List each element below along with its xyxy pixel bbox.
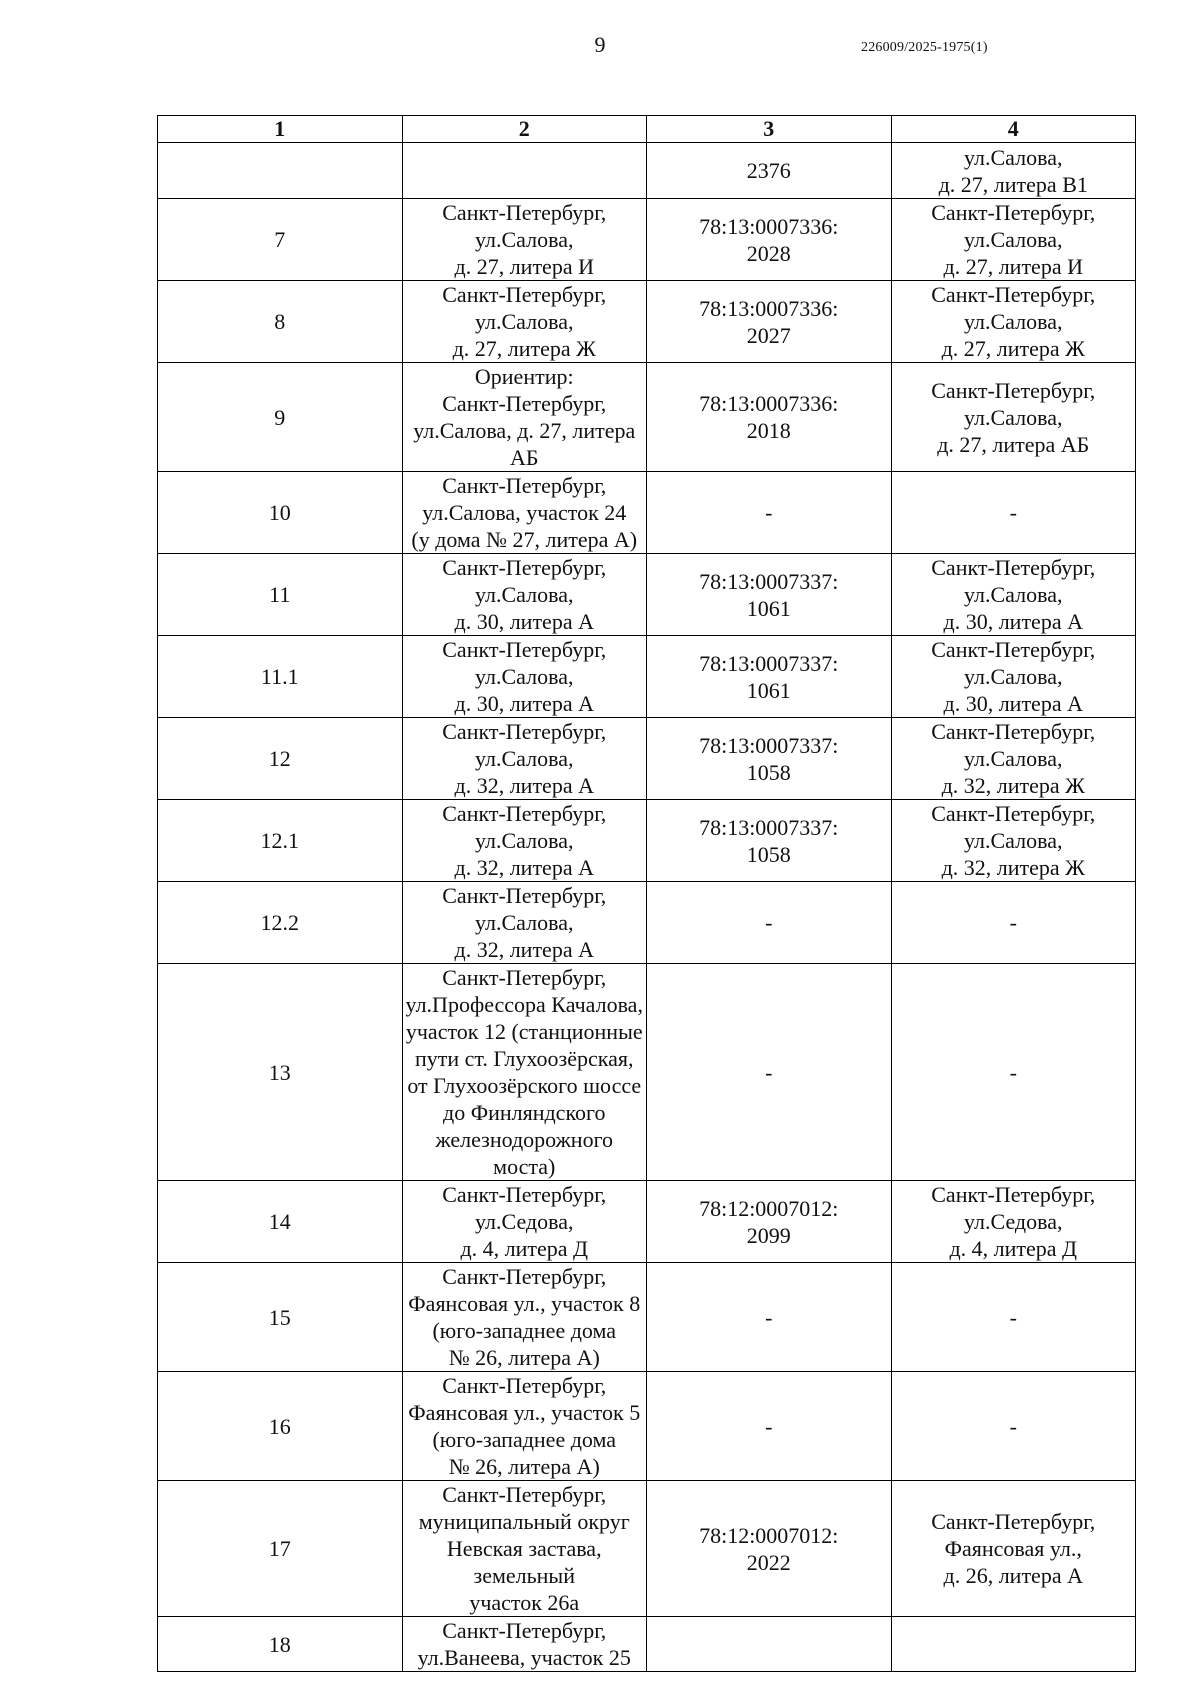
cell-address (402, 199, 647, 281)
cell-line: ул.Салова, (964, 582, 1063, 607)
cell-line: 2376 (746, 158, 791, 183)
cell-line: ул.Салова, (964, 746, 1063, 771)
cell-object-address (891, 636, 1136, 718)
cell-line: д. 32, литера Ж (941, 855, 1085, 880)
cell-object-address (891, 199, 1136, 281)
cell-number: 11.1 (158, 636, 403, 718)
header-row (158, 116, 1136, 143)
cell-line: Санкт-Петербург, (931, 377, 1096, 403)
cell-line: Санкт-Петербург, (442, 637, 607, 662)
cell-line: муниципальный округ (418, 1509, 630, 1534)
cell-object-address (891, 363, 1136, 472)
cell-cadastral-number (647, 199, 892, 281)
cell-line: Фаянсовая ул., участок 5 (408, 1400, 641, 1425)
table-row (158, 636, 1136, 718)
cell-line: ул.Профессора Качалова, (405, 992, 643, 1017)
cell-line: ул.Салова, (475, 582, 574, 607)
cell-line: ул.Салова, д. 27, литера АБ (413, 418, 636, 470)
cell-line: д. 26, литера А (943, 1563, 1083, 1588)
cell-line: 2022 (746, 1549, 791, 1575)
cell-line: Санкт-Петербург, (442, 1264, 607, 1289)
cell-line: д. 4, литера Д (460, 1236, 589, 1261)
cell-address (402, 718, 647, 800)
cell-line: 2099 (746, 1222, 791, 1248)
cell-line: (юго-западнее дома (432, 1427, 617, 1452)
cell-line: - (765, 910, 773, 935)
cell-line: Невская застава, земельный (446, 1536, 602, 1588)
cell-line: Санкт-Петербург, (442, 200, 607, 225)
cell-line: 78:13:0007337: (699, 814, 839, 840)
cell-cadastral-number (647, 554, 892, 636)
table-row (158, 1617, 1136, 1672)
cell-line: д. 30, литера А (943, 691, 1083, 716)
cell-number: 13 (158, 964, 403, 1181)
cell-line: (у дома № 27, литера А) (411, 527, 638, 552)
cell-line: ул.Салова, (964, 227, 1063, 252)
cell-line: (юго-западнее дома (432, 1318, 617, 1343)
cell-object-address (891, 1372, 1136, 1481)
cell-line: до Финляндского (443, 1100, 606, 1125)
cell-line: 2028 (746, 240, 791, 266)
document-id: 226009/2025-1975(1) (861, 40, 988, 55)
cell-line: 78:13:0007336: (699, 213, 839, 239)
cell-line: Санкт-Петербург, (442, 719, 607, 744)
cell-cadastral-number (647, 1617, 892, 1672)
cell-line: Санкт-Петербург, (931, 555, 1096, 580)
table-body (158, 143, 1136, 1672)
cell-line: д. 4, литера Д (949, 1236, 1078, 1261)
cell-line: железнодорожного моста) (435, 1127, 614, 1179)
table-row (158, 718, 1136, 800)
cell-line: 78:12:0007012: (699, 1195, 839, 1221)
cell-address (402, 636, 647, 718)
cell-line: д. 30, литера А (943, 609, 1083, 634)
table-row (158, 964, 1136, 1181)
cell-line: ул.Салова, (964, 664, 1063, 689)
cell-cadastral-number (647, 718, 892, 800)
cell-line: ул.Салова, (475, 664, 574, 689)
cell-address (402, 1481, 647, 1617)
table-row (158, 1181, 1136, 1263)
header-col-3: 3 (647, 116, 892, 143)
cell-number: 12.1 (158, 800, 403, 882)
cell-line: Фаянсовая ул., участок 8 (408, 1291, 641, 1316)
cell-cadastral-number (647, 964, 892, 1181)
table-row (158, 882, 1136, 964)
cell-line: ул.Салова, (964, 404, 1063, 430)
cell-cadastral-number (647, 281, 892, 363)
cell-line: ул.Салова, (964, 828, 1063, 853)
cell-line: Санкт-Петербург, (442, 1373, 607, 1398)
cell-line: д. 27, литера И (943, 254, 1083, 279)
cell-line: 78:13:0007337: (699, 650, 839, 676)
cell-line: д. 32, литера А (454, 937, 594, 962)
cell-line: Санкт-Петербург, (931, 719, 1096, 744)
cell-line: 78:13:0007337: (699, 568, 839, 594)
cell-line: ул.Салова, (475, 227, 574, 252)
cell-line: Санкт-Петербург, (931, 1182, 1096, 1207)
cell-line: Санкт-Петербург, (931, 1509, 1096, 1534)
header-col-4: 4 (891, 116, 1136, 143)
cell-line: от Глухоозёрского шоссе (407, 1073, 642, 1098)
cell-line: Санкт-Петербург, (442, 883, 607, 908)
cell-address (402, 281, 647, 363)
cell-line: Фаянсовая ул., (944, 1536, 1082, 1561)
cell-line: - (1009, 1304, 1017, 1330)
page-number: 9 (594, 32, 606, 57)
cell-line: Санкт-Петербург, (442, 801, 607, 826)
cell-object-address (891, 882, 1136, 964)
cell-object-address (891, 718, 1136, 800)
header-col-1: 1 (158, 116, 403, 143)
cell-object-address (891, 964, 1136, 1181)
cell-object-address (891, 1181, 1136, 1263)
cell-line: ул.Салова, участок 24 (422, 500, 627, 525)
cell-line: - (765, 1304, 773, 1330)
cell-line: Санкт-Петербург, (931, 801, 1096, 826)
cell-line: Санкт-Петербург, (931, 282, 1096, 307)
cell-line: д. 27, литера Ж (452, 336, 596, 361)
cell-cadastral-number (647, 143, 892, 199)
cell-line: ул.Ванеева, участок 25 (417, 1645, 631, 1670)
cell-line: Санкт-Петербург, (442, 391, 607, 416)
table-row (158, 143, 1136, 199)
cell-number: 7 (158, 199, 403, 281)
cell-address (402, 964, 647, 1181)
cell-line: участок 26а (469, 1590, 580, 1615)
cell-line: Санкт-Петербург, (442, 282, 607, 307)
cell-address (402, 554, 647, 636)
table-row (158, 363, 1136, 472)
cell-line: ул.Салова, (475, 910, 574, 935)
cell-line: - (765, 500, 773, 525)
cell-line: ул.Салова, (964, 144, 1063, 170)
cell-number: 9 (158, 363, 403, 472)
cell-object-address (891, 1481, 1136, 1617)
table-row (158, 554, 1136, 636)
cell-line: ул.Седова, (475, 1209, 574, 1234)
cell-cadastral-number (647, 1481, 892, 1617)
cell-line: Ориентир: (474, 364, 574, 389)
table-row (158, 800, 1136, 882)
cell-line: 78:13:0007337: (699, 732, 839, 758)
table-row (158, 1263, 1136, 1372)
cell-address (402, 1617, 647, 1672)
cell-line: д. 30, литера А (454, 691, 594, 716)
cell-line: д. 27, литера И (454, 254, 594, 279)
cell-object-address (891, 1263, 1136, 1372)
cell-line: - (1009, 910, 1017, 935)
cell-line: 1058 (746, 841, 791, 867)
cell-line: д. 30, литера А (454, 609, 594, 634)
cell-number: 17 (158, 1481, 403, 1617)
cell-line: - (1009, 1059, 1017, 1085)
cell-line: 78:13:0007336: (699, 295, 839, 321)
cell-line: ул.Салова, (964, 309, 1063, 334)
cell-line: пути ст. Глухоозёрская, (414, 1046, 634, 1071)
cell-line: д. 32, литера А (454, 855, 594, 880)
cell-address (402, 1372, 647, 1481)
cell-number: 16 (158, 1372, 403, 1481)
cell-line: д. 32, литера А (454, 773, 594, 798)
cell-object-address (891, 800, 1136, 882)
cell-line: ул.Седова, (964, 1209, 1063, 1234)
cell-cadastral-number (647, 363, 892, 472)
cell-number: 18 (158, 1617, 403, 1672)
table-row (158, 472, 1136, 554)
cell-cadastral-number (647, 1263, 892, 1372)
cell-cadastral-number (647, 1181, 892, 1263)
cell-line: ул.Салова, (475, 828, 574, 853)
cell-address (402, 363, 647, 472)
register-table (157, 115, 1136, 1672)
cell-line: 1061 (746, 595, 791, 621)
table-row (158, 1372, 1136, 1481)
cell-line: - (1009, 1413, 1017, 1439)
cell-object-address (891, 554, 1136, 636)
cell-line: д. 27, литера АБ (937, 431, 1090, 457)
cell-cadastral-number (647, 882, 892, 964)
cell-line: Санкт-Петербург, (442, 1482, 607, 1507)
cell-cadastral-number (647, 800, 892, 882)
cell-line: - (765, 1413, 773, 1439)
cell-line: участок 12 (станционные (405, 1019, 643, 1044)
cell-number: 14 (158, 1181, 403, 1263)
cell-line: 78:12:0007012: (699, 1522, 839, 1548)
cell-address (402, 800, 647, 882)
cell-address (402, 472, 647, 554)
cell-number: 8 (158, 281, 403, 363)
cell-line: ул.Салова, (475, 309, 574, 334)
cell-number (158, 143, 403, 199)
cell-line: д. 27, литера Ж (941, 336, 1085, 361)
cell-line: д. 27, литера В1 (938, 171, 1088, 197)
cell-line: Санкт-Петербург, (442, 555, 607, 580)
cell-line: Санкт-Петербург, (442, 1618, 607, 1643)
cell-line: Санкт-Петербург, (442, 1182, 607, 1207)
cell-line: 1061 (746, 677, 791, 703)
cell-address (402, 1263, 647, 1372)
cell-cadastral-number (647, 472, 892, 554)
cell-line: Санкт-Петербург, (442, 965, 607, 990)
cell-line: № 26, литера А) (448, 1345, 600, 1370)
cell-cadastral-number (647, 636, 892, 718)
header-col-2: 2 (402, 116, 647, 143)
cell-object-address (891, 281, 1136, 363)
cell-line: 1058 (746, 759, 791, 785)
cell-number: 11 (158, 554, 403, 636)
cell-line: - (1009, 500, 1017, 525)
cell-address (402, 882, 647, 964)
cell-object-address (891, 1617, 1136, 1672)
table-row (158, 281, 1136, 363)
cell-number: 10 (158, 472, 403, 554)
cell-number: 12 (158, 718, 403, 800)
cell-line: д. 32, литера Ж (941, 773, 1085, 798)
cell-line: ул.Салова, (475, 746, 574, 771)
cell-line: Санкт-Петербург, (931, 637, 1096, 662)
cell-object-address (891, 143, 1136, 199)
cell-number: 12.2 (158, 882, 403, 964)
cell-line: - (765, 1059, 773, 1085)
cell-line: Санкт-Петербург, (931, 200, 1096, 225)
table-row (158, 199, 1136, 281)
cell-line: Санкт-Петербург, (442, 473, 607, 498)
cell-line: 2018 (746, 418, 791, 443)
cell-address (402, 1181, 647, 1263)
cell-line: 2027 (746, 322, 791, 348)
cell-object-address (891, 472, 1136, 554)
table-row (158, 1481, 1136, 1617)
cell-address (402, 143, 647, 199)
cell-number: 15 (158, 1263, 403, 1372)
cell-line: № 26, литера А) (448, 1454, 600, 1479)
cell-line: 78:13:0007336: (699, 391, 839, 416)
cell-cadastral-number (647, 1372, 892, 1481)
